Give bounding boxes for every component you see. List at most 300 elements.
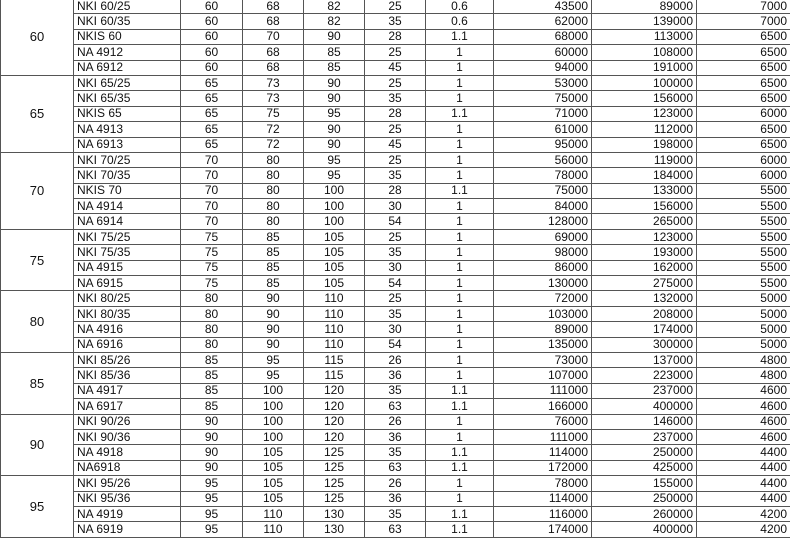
static-load-cell: 155000 [592, 476, 697, 491]
dd-cell: 105 [304, 276, 365, 291]
d-cell: 70 [181, 214, 243, 229]
f-cell: 100 [243, 399, 304, 414]
model-cell: NKI 80/35 [74, 306, 181, 321]
dynamic-load-cell: 60000 [494, 45, 592, 60]
d-cell: 60 [181, 14, 243, 29]
b-cell: 54 [365, 214, 426, 229]
r-cell: 0.6 [426, 0, 494, 14]
b-cell: 35 [365, 245, 426, 260]
speed-limit-cell: 5000 [697, 322, 790, 337]
r-cell: 1 [426, 75, 494, 90]
dynamic-load-cell: 111000 [494, 429, 592, 444]
table-row [1, 491, 790, 506]
model-cell: NA 4916 [74, 322, 181, 337]
table-body [1, 0, 790, 537]
r-cell: 1 [426, 337, 494, 352]
speed-limit-cell: 5500 [697, 183, 790, 198]
speed-limit-cell: 6500 [697, 75, 790, 90]
static-load-cell: 400000 [592, 522, 697, 537]
b-cell: 36 [365, 491, 426, 506]
d-cell: 90 [181, 460, 243, 475]
f-cell: 100 [243, 414, 304, 429]
r-cell: 1 [426, 60, 494, 75]
dynamic-load-cell: 69000 [494, 229, 592, 244]
dd-cell: 90 [304, 122, 365, 137]
static-load-cell: 208000 [592, 306, 697, 321]
dd-cell: 85 [304, 45, 365, 60]
static-load-cell: 132000 [592, 291, 697, 306]
r-cell: 1.1 [426, 106, 494, 121]
speed-limit-cell: 5000 [697, 306, 790, 321]
dynamic-load-cell: 114000 [494, 491, 592, 506]
model-cell: NA 4917 [74, 383, 181, 398]
b-cell: 63 [365, 399, 426, 414]
b-cell: 28 [365, 183, 426, 198]
dynamic-load-cell: 89000 [494, 322, 592, 337]
r-cell: 1.1 [426, 383, 494, 398]
speed-limit-cell: 4200 [697, 522, 790, 537]
b-cell: 30 [365, 322, 426, 337]
r-cell: 1 [426, 276, 494, 291]
dynamic-load-cell: 84000 [494, 199, 592, 214]
static-load-cell: 108000 [592, 45, 697, 60]
b-cell: 36 [365, 429, 426, 444]
model-cell: NA 4914 [74, 199, 181, 214]
static-load-cell: 250000 [592, 491, 697, 506]
table-row [1, 337, 790, 352]
model-cell: NA 6914 [74, 214, 181, 229]
model-cell: NKI 75/25 [74, 229, 181, 244]
table-row [1, 106, 790, 121]
dynamic-load-cell: 76000 [494, 414, 592, 429]
f-cell: 100 [243, 429, 304, 444]
dynamic-load-cell: 72000 [494, 291, 592, 306]
static-load-cell: 89000 [592, 0, 697, 14]
d-cell: 65 [181, 91, 243, 106]
r-cell: 1 [426, 260, 494, 275]
speed-limit-cell: 4600 [697, 399, 790, 414]
r-cell: 1 [426, 122, 494, 137]
static-load-cell: 400000 [592, 399, 697, 414]
static-load-cell: 265000 [592, 214, 697, 229]
b-cell: 35 [365, 445, 426, 460]
speed-limit-cell: 4400 [697, 460, 790, 475]
f-cell: 73 [243, 91, 304, 106]
dd-cell: 90 [304, 29, 365, 44]
model-cell: NA 4918 [74, 445, 181, 460]
dd-cell: 115 [304, 352, 365, 367]
model-cell: NA 4915 [74, 260, 181, 275]
r-cell: 1 [426, 414, 494, 429]
model-cell: NKI 70/25 [74, 152, 181, 167]
model-cell: NKI 60/25 [74, 0, 181, 14]
d-cell: 60 [181, 60, 243, 75]
r-cell: 1 [426, 322, 494, 337]
dynamic-load-cell: 86000 [494, 260, 592, 275]
f-cell: 72 [243, 122, 304, 137]
model-cell: NKI 95/36 [74, 491, 181, 506]
f-cell: 85 [243, 260, 304, 275]
speed-limit-cell: 5000 [697, 337, 790, 352]
model-cell: NA 4912 [74, 45, 181, 60]
static-load-cell: 425000 [592, 460, 697, 475]
shaft-diameter-cell: 65 [1, 75, 74, 152]
model-cell: NA 6916 [74, 337, 181, 352]
d-cell: 85 [181, 383, 243, 398]
model-cell: NA 6913 [74, 137, 181, 152]
static-load-cell: 300000 [592, 337, 697, 352]
dynamic-load-cell: 166000 [494, 399, 592, 414]
d-cell: 75 [181, 276, 243, 291]
dd-cell: 120 [304, 399, 365, 414]
r-cell: 1 [426, 291, 494, 306]
table-row [1, 122, 790, 137]
r-cell: 1 [426, 229, 494, 244]
static-load-cell: 275000 [592, 276, 697, 291]
d-cell: 75 [181, 260, 243, 275]
d-cell: 85 [181, 352, 243, 367]
b-cell: 25 [365, 0, 426, 14]
r-cell: 1 [426, 429, 494, 444]
dynamic-load-cell: 111000 [494, 383, 592, 398]
b-cell: 35 [365, 306, 426, 321]
f-cell: 68 [243, 0, 304, 14]
table-row [1, 291, 790, 306]
d-cell: 95 [181, 522, 243, 537]
dd-cell: 95 [304, 106, 365, 121]
dd-cell: 115 [304, 368, 365, 383]
b-cell: 36 [365, 368, 426, 383]
b-cell: 28 [365, 106, 426, 121]
d-cell: 80 [181, 291, 243, 306]
speed-limit-cell: 4400 [697, 445, 790, 460]
speed-limit-cell: 4800 [697, 368, 790, 383]
r-cell: 1 [426, 199, 494, 214]
shaft-diameter-cell: 70 [1, 152, 74, 229]
b-cell: 26 [365, 352, 426, 367]
f-cell: 105 [243, 460, 304, 475]
dynamic-load-cell: 43500 [494, 0, 592, 14]
static-load-cell: 112000 [592, 122, 697, 137]
table-row [1, 0, 790, 14]
model-cell: NKI 95/26 [74, 476, 181, 491]
b-cell: 35 [365, 506, 426, 521]
dd-cell: 110 [304, 291, 365, 306]
dynamic-load-cell: 53000 [494, 75, 592, 90]
speed-limit-cell: 6500 [697, 45, 790, 60]
dynamic-load-cell: 75000 [494, 91, 592, 106]
d-cell: 65 [181, 137, 243, 152]
f-cell: 110 [243, 522, 304, 537]
speed-limit-cell: 5000 [697, 291, 790, 306]
table-row [1, 368, 790, 383]
dd-cell: 82 [304, 0, 365, 14]
f-cell: 80 [243, 183, 304, 198]
model-cell: NKI 90/36 [74, 429, 181, 444]
f-cell: 73 [243, 75, 304, 90]
table-row [1, 476, 790, 491]
b-cell: 45 [365, 137, 426, 152]
r-cell: 1.1 [426, 522, 494, 537]
table-row [1, 183, 790, 198]
dynamic-load-cell: 94000 [494, 60, 592, 75]
speed-limit-cell: 6500 [697, 60, 790, 75]
b-cell: 35 [365, 168, 426, 183]
dynamic-load-cell: 61000 [494, 122, 592, 137]
static-load-cell: 123000 [592, 229, 697, 244]
dynamic-load-cell: 116000 [494, 506, 592, 521]
f-cell: 85 [243, 229, 304, 244]
dynamic-load-cell: 56000 [494, 152, 592, 167]
dd-cell: 100 [304, 199, 365, 214]
d-cell: 70 [181, 152, 243, 167]
f-cell: 85 [243, 276, 304, 291]
static-load-cell: 237000 [592, 383, 697, 398]
f-cell: 90 [243, 291, 304, 306]
model-cell: NA 6917 [74, 399, 181, 414]
b-cell: 25 [365, 122, 426, 137]
b-cell: 25 [365, 152, 426, 167]
model-cell: NA6918 [74, 460, 181, 475]
b-cell: 25 [365, 45, 426, 60]
dd-cell: 125 [304, 460, 365, 475]
shaft-diameter-cell: 60 [1, 0, 74, 75]
dynamic-load-cell: 174000 [494, 522, 592, 537]
model-cell: NKI 75/35 [74, 245, 181, 260]
f-cell: 95 [243, 352, 304, 367]
static-load-cell: 119000 [592, 152, 697, 167]
dynamic-load-cell: 95000 [494, 137, 592, 152]
static-load-cell: 260000 [592, 506, 697, 521]
dd-cell: 125 [304, 445, 365, 460]
r-cell: 1.1 [426, 460, 494, 475]
table-row [1, 460, 790, 475]
model-cell: NKIS 70 [74, 183, 181, 198]
b-cell: 63 [365, 522, 426, 537]
dynamic-load-cell: 135000 [494, 337, 592, 352]
speed-limit-cell: 6500 [697, 122, 790, 137]
r-cell: 1.1 [426, 399, 494, 414]
d-cell: 95 [181, 476, 243, 491]
b-cell: 45 [365, 60, 426, 75]
d-cell: 90 [181, 414, 243, 429]
table-row [1, 522, 790, 537]
static-load-cell: 174000 [592, 322, 697, 337]
dynamic-load-cell: 128000 [494, 214, 592, 229]
shaft-diameter-cell: 90 [1, 414, 74, 476]
d-cell: 65 [181, 75, 243, 90]
speed-limit-cell: 7000 [697, 14, 790, 29]
speed-limit-cell: 5500 [697, 245, 790, 260]
d-cell: 65 [181, 106, 243, 121]
static-load-cell: 193000 [592, 245, 697, 260]
d-cell: 75 [181, 229, 243, 244]
b-cell: 35 [365, 14, 426, 29]
static-load-cell: 123000 [592, 106, 697, 121]
dd-cell: 82 [304, 14, 365, 29]
dd-cell: 95 [304, 152, 365, 167]
speed-limit-cell: 4600 [697, 383, 790, 398]
f-cell: 105 [243, 476, 304, 491]
r-cell: 1 [426, 137, 494, 152]
d-cell: 75 [181, 245, 243, 260]
dd-cell: 130 [304, 506, 365, 521]
model-cell: NKI 85/36 [74, 368, 181, 383]
dynamic-load-cell: 103000 [494, 306, 592, 321]
dynamic-load-cell: 62000 [494, 14, 592, 29]
table-row [1, 276, 790, 291]
model-cell: NA 6919 [74, 522, 181, 537]
table-row [1, 214, 790, 229]
d-cell: 80 [181, 322, 243, 337]
b-cell: 30 [365, 199, 426, 214]
dd-cell: 125 [304, 476, 365, 491]
dd-cell: 125 [304, 491, 365, 506]
speed-limit-cell: 4400 [697, 491, 790, 506]
b-cell: 35 [365, 91, 426, 106]
b-cell: 63 [365, 460, 426, 475]
b-cell: 25 [365, 75, 426, 90]
model-cell: NA 6912 [74, 60, 181, 75]
static-load-cell: 223000 [592, 368, 697, 383]
f-cell: 72 [243, 137, 304, 152]
table-row [1, 399, 790, 414]
f-cell: 90 [243, 337, 304, 352]
speed-limit-cell: 5500 [697, 214, 790, 229]
d-cell: 85 [181, 399, 243, 414]
table-row [1, 414, 790, 429]
r-cell: 1.1 [426, 183, 494, 198]
table-row [1, 306, 790, 321]
r-cell: 1 [426, 352, 494, 367]
r-cell: 1 [426, 152, 494, 167]
f-cell: 80 [243, 199, 304, 214]
f-cell: 85 [243, 245, 304, 260]
f-cell: 80 [243, 168, 304, 183]
r-cell: 1.1 [426, 29, 494, 44]
dynamic-load-cell: 114000 [494, 445, 592, 460]
table-row [1, 245, 790, 260]
model-cell: NA 4913 [74, 122, 181, 137]
f-cell: 80 [243, 214, 304, 229]
dd-cell: 120 [304, 414, 365, 429]
static-load-cell: 237000 [592, 429, 697, 444]
d-cell: 70 [181, 183, 243, 198]
dynamic-load-cell: 107000 [494, 368, 592, 383]
dd-cell: 110 [304, 322, 365, 337]
b-cell: 54 [365, 337, 426, 352]
table-row [1, 352, 790, 367]
model-cell: NKI 65/25 [74, 75, 181, 90]
r-cell: 1.1 [426, 506, 494, 521]
shaft-diameter-cell: 85 [1, 352, 74, 414]
static-load-cell: 100000 [592, 75, 697, 90]
r-cell: 1 [426, 45, 494, 60]
f-cell: 105 [243, 445, 304, 460]
f-cell: 68 [243, 45, 304, 60]
dynamic-load-cell: 71000 [494, 106, 592, 121]
static-load-cell: 250000 [592, 445, 697, 460]
speed-limit-cell: 5500 [697, 199, 790, 214]
b-cell: 26 [365, 476, 426, 491]
dd-cell: 90 [304, 137, 365, 152]
b-cell: 54 [365, 276, 426, 291]
b-cell: 25 [365, 229, 426, 244]
model-cell: NKI 90/26 [74, 414, 181, 429]
model-cell: NKI 85/26 [74, 352, 181, 367]
speed-limit-cell: 4400 [697, 476, 790, 491]
static-load-cell: 156000 [592, 91, 697, 106]
dynamic-load-cell: 75000 [494, 183, 592, 198]
static-load-cell: 113000 [592, 29, 697, 44]
r-cell: 0.6 [426, 14, 494, 29]
table-row [1, 168, 790, 183]
r-cell: 1 [426, 214, 494, 229]
shaft-diameter-cell: 75 [1, 229, 74, 291]
table-row [1, 75, 790, 90]
d-cell: 95 [181, 491, 243, 506]
dd-cell: 130 [304, 522, 365, 537]
speed-limit-cell: 4200 [697, 506, 790, 521]
dd-cell: 110 [304, 306, 365, 321]
table-row [1, 152, 790, 167]
speed-limit-cell: 6500 [697, 137, 790, 152]
table-row [1, 229, 790, 244]
dd-cell: 105 [304, 260, 365, 275]
static-load-cell: 162000 [592, 260, 697, 275]
table-row [1, 260, 790, 275]
d-cell: 80 [181, 337, 243, 352]
static-load-cell: 139000 [592, 14, 697, 29]
r-cell: 1.1 [426, 445, 494, 460]
r-cell: 1 [426, 491, 494, 506]
b-cell: 26 [365, 414, 426, 429]
model-cell: NKI 60/35 [74, 14, 181, 29]
speed-limit-cell: 6500 [697, 91, 790, 106]
static-load-cell: 156000 [592, 199, 697, 214]
table-row [1, 506, 790, 521]
d-cell: 70 [181, 168, 243, 183]
r-cell: 1 [426, 368, 494, 383]
static-load-cell: 137000 [592, 352, 697, 367]
d-cell: 90 [181, 429, 243, 444]
r-cell: 1 [426, 476, 494, 491]
dd-cell: 90 [304, 91, 365, 106]
model-cell: NKI 70/35 [74, 168, 181, 183]
table-row [1, 137, 790, 152]
d-cell: 95 [181, 506, 243, 521]
model-cell: NKI 65/35 [74, 91, 181, 106]
model-cell: NA 4919 [74, 506, 181, 521]
table-row [1, 91, 790, 106]
d-cell: 60 [181, 45, 243, 60]
dd-cell: 100 [304, 183, 365, 198]
r-cell: 1 [426, 91, 494, 106]
b-cell: 30 [365, 260, 426, 275]
f-cell: 90 [243, 306, 304, 321]
speed-limit-cell: 6000 [697, 106, 790, 121]
f-cell: 70 [243, 29, 304, 44]
f-cell: 75 [243, 106, 304, 121]
static-load-cell: 191000 [592, 60, 697, 75]
table-row [1, 445, 790, 460]
dd-cell: 90 [304, 75, 365, 90]
model-cell: NA 6915 [74, 276, 181, 291]
speed-limit-cell: 6500 [697, 29, 790, 44]
f-cell: 80 [243, 152, 304, 167]
d-cell: 70 [181, 199, 243, 214]
static-load-cell: 184000 [592, 168, 697, 183]
